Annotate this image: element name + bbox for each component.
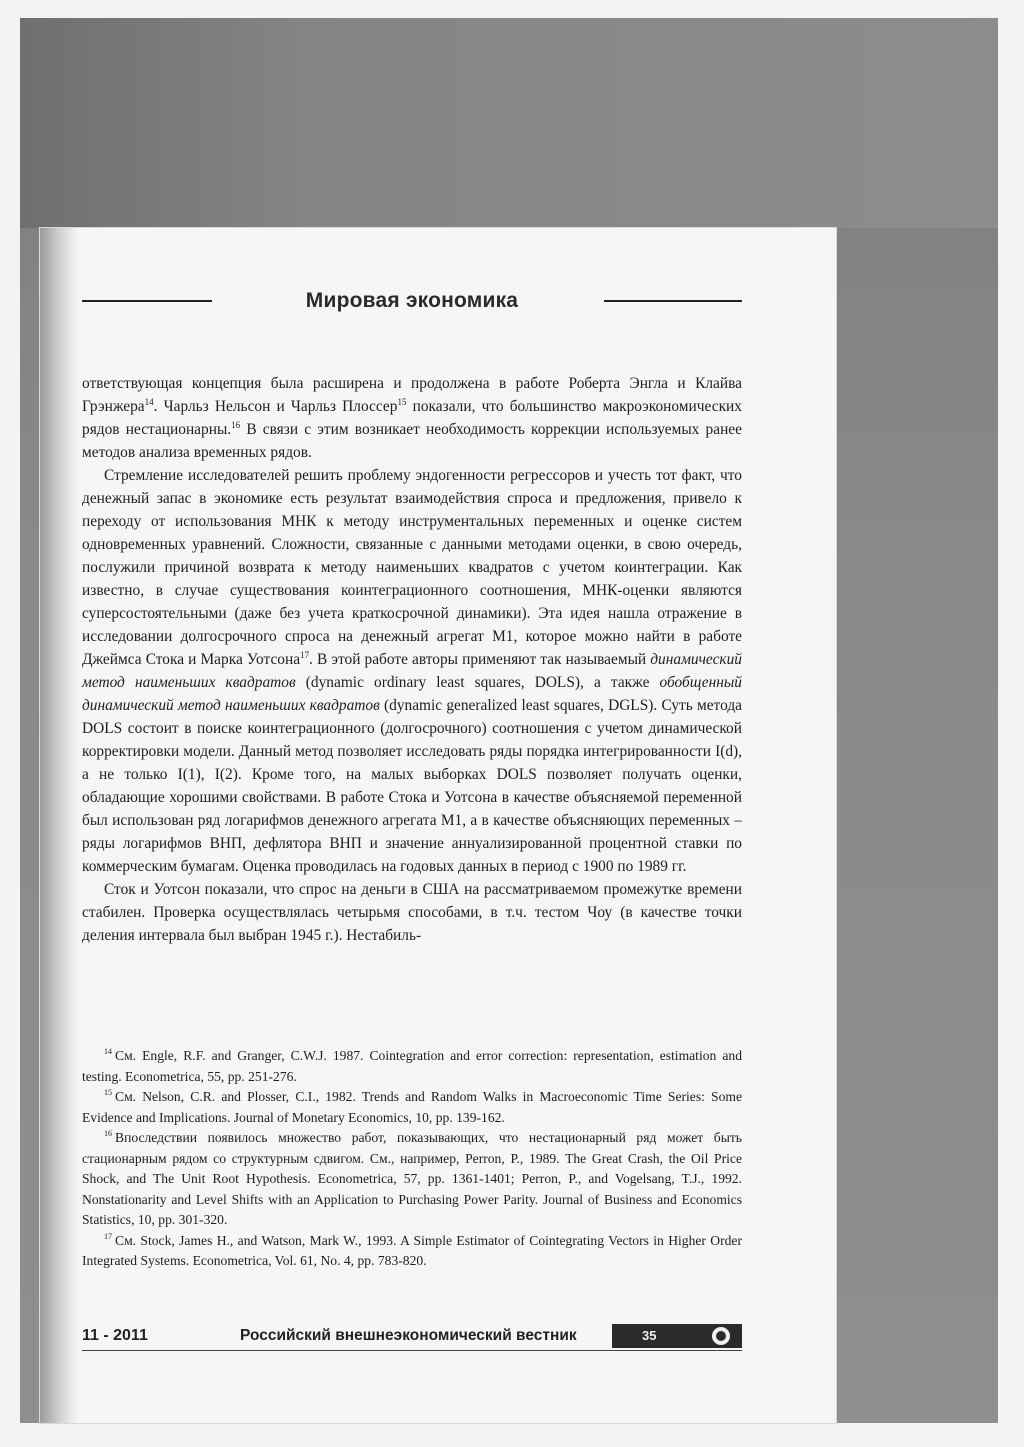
page-footer xyxy=(82,1324,742,1352)
text-segment: (dynamic generalized least squares, DGLS). Суть метода DOLS состоит в поиске коинтеграционного (долгосрочного) соотношения с учетом динамической корректировки модели. Данный метод позволяет исследовать ряды порядка интегрированности I(d), а не только I(1), I(2). Кроме того, на малых выборках DOLS позволяет получать оценки, обладающие хорошими свойствами. В работе Стока и Уотсона в качестве объясняемой переменной был использован ряд логарифмов денежного агрегата М1, а в качестве объясняющих переменных – ряды логарифмов ВНП, дефлятора ВНП и значение аннуализированной процентной ставки по коммерческим бумагам. Оценка проводилась на годовых данных в период с 1900 по 1989 гг. xyxy=(82,697,742,875)
text-segment: (dynamic ordinary least squares, DOLS), а также xyxy=(295,674,660,691)
header-rule-left xyxy=(82,300,212,302)
paragraph xyxy=(82,464,742,878)
footnote-reference: 17 xyxy=(300,649,310,660)
footnote-text: Впоследствии появилось множество работ, показывающих, что нестационарный ряд может быть стационарным рядом со структурным сдвигом. См., например, Perron, P., 1989. The Great Crash, the Oil Price Shock, and The Unit Root Hypothesis. Econometrica, 57, pp. 1361-1401; Perron, P., and Vogelsang, T.J., 1992. Nonstationarity and Level Shifts with an Application to Purchasing Power Parity. Journal of Business and Economics Statistics, 10, pp. 301-320. xyxy=(82,1130,742,1227)
text-segment: показали, что большинство макроэкономических рядов нестационарны. xyxy=(82,398,742,438)
footer-rule xyxy=(82,1350,742,1351)
page-number-box xyxy=(612,1324,742,1348)
footnote-reference: 16 xyxy=(231,419,241,430)
footnote-number: 16 xyxy=(104,1129,112,1139)
footnote-reference: 14 xyxy=(144,396,154,407)
paragraph xyxy=(82,372,742,464)
footnote xyxy=(82,1087,742,1128)
text-segment: ответствующая концепция была расширена и продолжена в работе Роберта Энгла и Клайва Грэнжера xyxy=(82,375,742,415)
italic-term: динамический метод наименьших квадратов xyxy=(82,651,742,691)
article-body xyxy=(82,372,742,947)
footnote-text: См. Engle, R.F. and Granger, C.W.J. 1987. Cointegration and error correction: representation, estimation and testing. Econometrica, 55, pp. 251-276. xyxy=(82,1048,742,1084)
text-segment: . В этой работе авторы применяют так называемый xyxy=(309,651,651,668)
italic-term: обобщенный динамический метод наименьших квадратов xyxy=(82,674,742,714)
running-header xyxy=(82,286,742,316)
footnotes xyxy=(82,1046,742,1272)
footnote-number: 14 xyxy=(104,1047,112,1057)
journal-logo-icon xyxy=(712,1327,730,1345)
footnote-text: См. Stock, James H., and Watson, Mark W., 1993. A Simple Estimator of Cointegrating Vectors in Higher Order Integrated Systems. Econometrica, Vol. 61, No. 4, pp. 783-820. xyxy=(82,1232,742,1268)
paragraph xyxy=(82,878,742,947)
footnote-text: См. Nelson, C.R. and Plosser, C.I., 1982. Trends and Random Walks in Macroeconomic Time Series: Some Evidence and Implications. Journal of Monetary Economics, 10, pp. 139-162. xyxy=(82,1089,742,1125)
footnote-reference: 15 xyxy=(397,396,407,407)
page-number: 35 xyxy=(642,1328,657,1343)
footnote xyxy=(82,1046,742,1087)
footnote-number: 17 xyxy=(104,1231,112,1241)
footnote xyxy=(82,1231,742,1272)
page-gutter-shadow xyxy=(40,228,78,1423)
header-rule-right xyxy=(604,300,742,302)
footnote-number: 15 xyxy=(104,1088,112,1098)
text-segment: Стремление исследователей решить проблему эндогенности регрессоров и учесть тот факт, что денежный запас в экономике есть результат взаимодействия спроса и предложения, привело к переходу от использования МНК к методу инструментальных переменных и оценке систем одновременных уравнений. Сложности, связанные с данными методами оценки, в свою очередь, послужили причиной возврата к методу наименьших квадратов с учетом коинтеграции. Как известно, в случае существования коинтеграционного соотношения, МНК-оценки являются суперсостоятельными (даже без учета краткосрочной динамики). Эта идея нашла отражение в исследовании долгосрочного спроса на денежный агрегат М1, которое можно найти в работе Джеймса Стока и Марка Уотсона xyxy=(82,467,742,668)
text-segment: . Чарльз Нельсон и Чарльз Плоссер xyxy=(153,398,398,415)
journal-title: Российский внешнеэкономический вестник xyxy=(240,1327,577,1344)
text-segment: Сток и Уотсон показали, что спрос на деньги в США на рассматриваемом промежутке времени стабилен. Проверка осуществлялась четырьмя способами, в т.ч. тестом Чоу (в качестве точки деления интервала был выбран 1945 г.). Нестабиль- xyxy=(82,881,742,944)
text-segment: В связи с этим возникает необходимость коррекции используемых ранее методов анализа временных рядов. xyxy=(82,421,742,461)
issue-number: 11 - 2011 xyxy=(82,1327,148,1344)
scanner-background-top xyxy=(20,18,998,228)
section-title: Мировая экономика xyxy=(305,289,519,312)
footnote xyxy=(82,1128,742,1231)
